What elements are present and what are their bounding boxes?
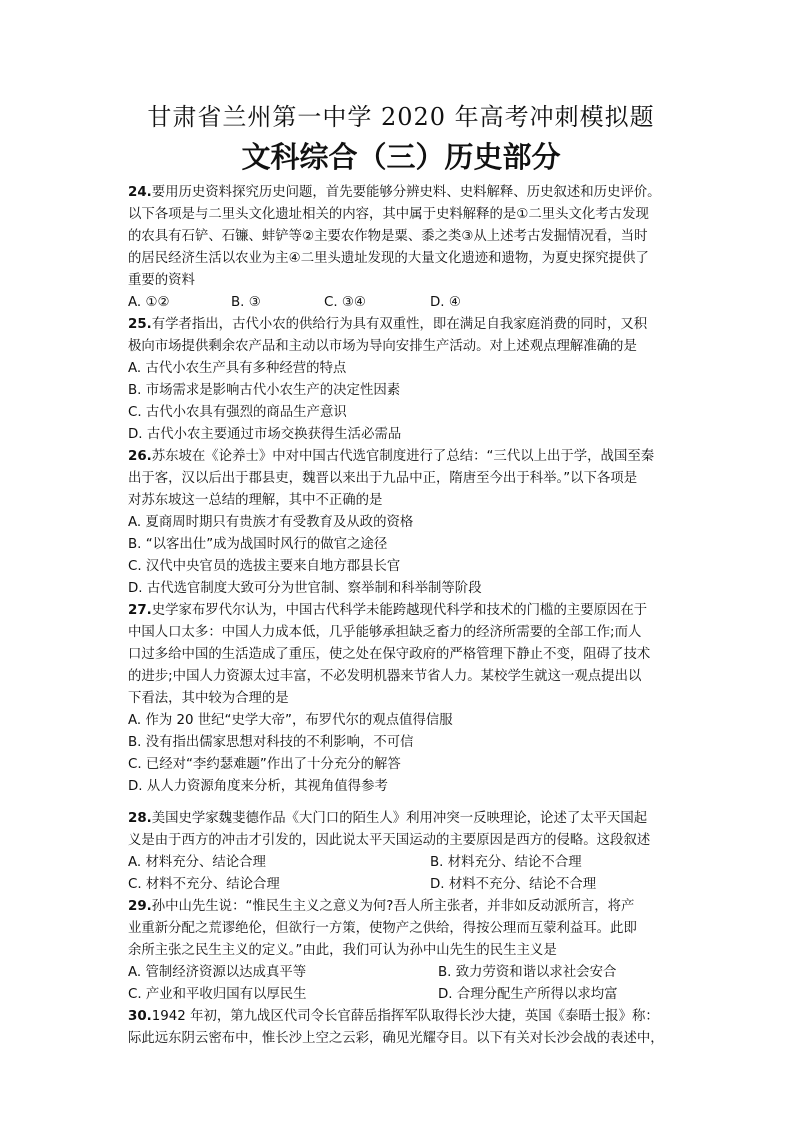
option-c: C. 产业和平收归国有以厚民生: [128, 987, 307, 1002]
option-d: D. ④: [430, 295, 461, 310]
question-stem-line: 重要的资料: [128, 273, 195, 288]
options-row: [128, 292, 674, 314]
option-b: B. 没有指出儒家思想对科技的不利影响，不可信: [128, 735, 414, 750]
question-stem-line: [128, 808, 674, 830]
question-stem-line: [128, 182, 674, 204]
options-row: [128, 984, 674, 1006]
option-d: D. 材料不充分、结论不合理: [430, 877, 597, 892]
question-text: 要用历史资料探究历史问题，首先要能够分辨史料、史料解释、历史叙述和历史评价。: [151, 185, 661, 200]
question-stem-line: [128, 314, 674, 336]
question-26: [128, 446, 674, 600]
question-text: 史学家布罗代尔认为，中国古代科学未能跨越现代科学和技术的门槛的主要原因在于: [151, 603, 648, 618]
question-text: 美国史学家魏斐德作品《大门口的陌生人》利用冲突一反映理论，论述了太平天国起: [151, 811, 648, 826]
option-c: C. 古代小农具有强烈的商品生产意识: [128, 405, 347, 420]
question-27: [128, 600, 674, 798]
question-24: [128, 182, 674, 314]
question-number: 24.: [128, 185, 152, 200]
question-stem-line: 中国人口太多：中国人力成本低，几乎能够承担缺乏畜力的经济所需要的全部工作;而人: [128, 625, 642, 640]
question-text: 有学者指出，古代小农的供给行为具有双重性，即在满足自我家庭消费的同时，又积: [151, 317, 648, 332]
question-text: 1942 年初，第九战区代司令长官薛岳指挥军队取得长沙大捷，英国《泰晤士报》称：: [151, 1009, 659, 1024]
question-text: 苏东坡在《论养士》中对中国古代选官制度进行了总结：“三代以上出于学，战国至秦: [151, 449, 655, 464]
question-29: [128, 896, 674, 1006]
option-a: A. ①②: [128, 295, 170, 310]
document-body: [128, 100, 674, 1050]
question-number: 28.: [128, 811, 152, 826]
question-stem-line: [128, 600, 674, 622]
question-stem-line: 的进步;中国人力资源太过丰富，不必发明机器来节省人力。某校学生就这一观点提出以: [128, 669, 642, 684]
question-stem-line: 义是由于西方的冲击才引发的，因此说太平天国运动的主要原因是西方的侵略。这段叙述: [128, 833, 651, 848]
question-stem-line: 际此远东阴云密布中，惟长沙上空之云彩，确见光耀夺目。以下有关对长沙会战的表述中，: [128, 1031, 664, 1046]
question-number: 30.: [128, 1009, 152, 1024]
question-number: 25.: [128, 317, 152, 332]
question-25: [128, 314, 674, 446]
option-a: A. 古代小农生产具有多种经营的特点: [128, 361, 347, 376]
question-stem-line: 余所主张之民生主义的定义。”由此，我们可认为孙中山先生的民生主义是: [128, 943, 557, 958]
option-d: D. 古代选官制度大致可分为世官制、察举制和科举制等阶段: [128, 581, 482, 596]
question-stem-line: 以下各项是与二里头文化遗址相关的内容，其中属于史料解释的是①二里头文化考古发现: [128, 207, 649, 222]
options-row: [128, 852, 674, 874]
question-stem-line: 的居民经济生活以农业为主④二里头遗址发现的大量文化遗迹和遗物，为夏史探究提供了: [128, 251, 649, 266]
option-b: B. 致力劳资和谐以求社会安合: [438, 965, 617, 980]
question-stem-line: 下看法，其中较为合理的是: [128, 691, 289, 706]
options-row: [128, 962, 674, 984]
question-stem-line: [128, 446, 674, 468]
option-a: A. 作为 20 世纪“史学大帝”，布罗代尔的观点值得信服: [128, 713, 453, 728]
option-b: B. ③: [231, 295, 261, 310]
question-text: 孙中山先生说：“惟民生主义之意义为何?吾人所主张者，并非如反动派所言，将产: [151, 899, 635, 914]
question-stem-line: 业重新分配之荒谬绝伦，但欲行一方策，使物产之供给，得按公理而互蒙利益耳。此即: [128, 921, 637, 936]
option-c: C. 汉代中央官员的选拔主要来自地方郡县长官: [128, 559, 401, 574]
question-stem-line: 对苏东坡这一总结的理解，其中不正确的是: [128, 493, 383, 508]
option-d: D. 合理分配生产所得以求均富: [438, 987, 618, 1002]
question-number: 26.: [128, 449, 152, 464]
question-stem-line: 口过多给中国的生活造成了重压，使之处在保守政府的严格管理下静止不变，阻碍了技术: [128, 647, 651, 662]
question-number: 27.: [128, 603, 152, 618]
question-number: 29.: [128, 899, 152, 914]
page-subtitle: 文科综合（三）历史部分: [241, 140, 561, 174]
question-stem-line: [128, 896, 674, 918]
question-28: [128, 808, 674, 896]
option-b: B. 材料充分、结论不合理: [430, 855, 582, 870]
page-title: 甘肃省兰州第一中学 2020 年高考冲刺模拟题: [147, 103, 655, 131]
option-c: C. 材料不充分、结论合理: [128, 877, 280, 892]
option-c: C. 已经对“李约瑟难题”作出了十分充分的解答: [128, 757, 401, 772]
options-row: [128, 874, 674, 896]
option-b: B. 市场需求是影响古代小农生产的决定性因素: [128, 383, 401, 398]
question-stem-line: [128, 1006, 674, 1028]
spacer: [128, 798, 674, 808]
option-a: A. 材料充分、结论合理: [128, 855, 266, 870]
option-d: D. 从人力资源角度来分析，其视角值得参考: [128, 779, 388, 794]
option-a: A. 夏商周时期只有贵族才有受教育及从政的资格: [128, 515, 414, 530]
question-30: [128, 1006, 674, 1050]
option-d: D. 古代小农主要通过市场交换获得生活必需品: [128, 427, 402, 442]
question-stem-line: 极向市场提供剩余农产品和主动以市场为导向安排生产活动。对上述观点理解准确的是: [128, 339, 637, 354]
question-stem-line: 出于客，汉以后出于郡县吏，魏晋以来出于九品中正，隋唐至今出于科举。”以下各项是: [128, 471, 638, 486]
option-a: A. 管制经济资源以达成真平等: [128, 965, 307, 980]
question-stem-line: 的农具有石铲、石镰、蚌铲等②主要农作物是粟、黍之类③从上述考古发掘情况看，当时: [128, 229, 648, 244]
option-b: B. “以客出仕”成为战国时风行的做官之途径: [128, 537, 388, 552]
option-c: C. ③④: [324, 295, 366, 310]
